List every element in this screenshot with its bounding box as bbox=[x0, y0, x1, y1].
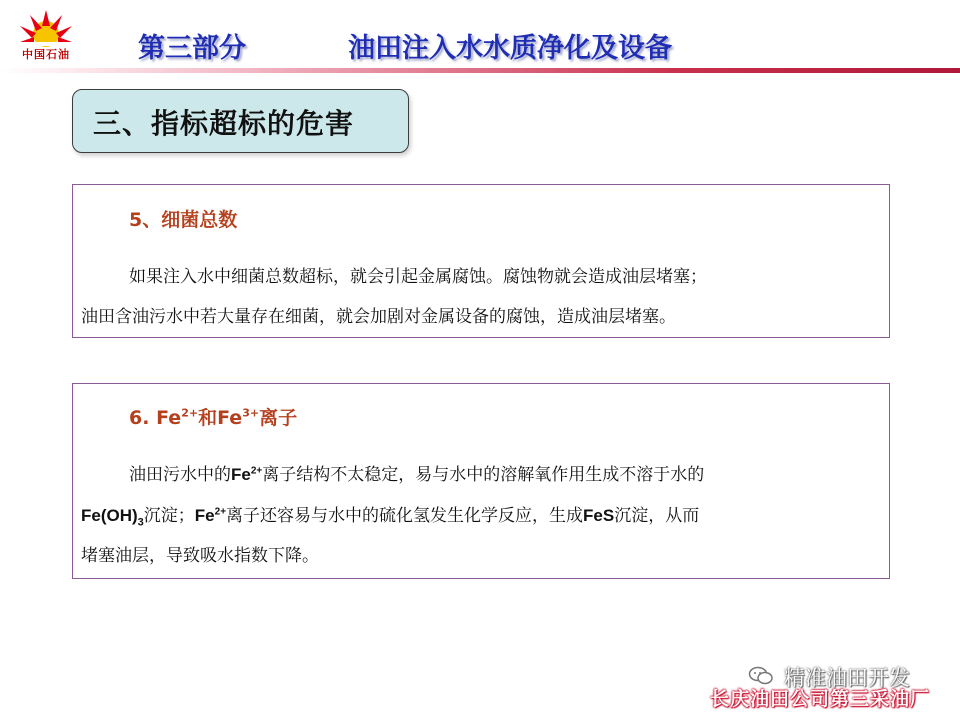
iron-text-line-2 bbox=[81, 501, 699, 528]
iron-ion-card bbox=[72, 383, 890, 579]
heading-fe2: Fe bbox=[156, 407, 182, 429]
line2-feoh-sub: 3 bbox=[137, 516, 144, 529]
line2-fe-charge: 2+ bbox=[214, 506, 227, 518]
heading-number: 6. bbox=[129, 407, 150, 429]
bacteria-text-line-2: 油田含油污水中若大量存在细菌，就会加剧对金属设备的腐蚀，造成油层堵塞。 bbox=[81, 307, 676, 327]
section-title: 三、指标超标的危害 bbox=[93, 107, 355, 140]
line2-feoh: Fe(OH) bbox=[81, 506, 138, 525]
line2-fe: Fe bbox=[194, 506, 215, 525]
bacteria-heading: 5、细菌总数 bbox=[129, 209, 238, 231]
page-title: 油田注入水水质净化及设备 bbox=[348, 33, 672, 64]
line1-text-b: 离子结构不太稳定，易与水中的溶解氧作用生成不溶于水的 bbox=[262, 465, 705, 485]
line1-fe: Fe bbox=[231, 465, 251, 484]
line2-text-b: 离子还容易与水中的硫化氢发生化学反应，生成 bbox=[226, 506, 584, 526]
iron-ion-heading bbox=[129, 403, 297, 430]
bacteria-text-line-1: 如果注入水中细菌总数超标，就会引起金属腐蚀。腐蚀物就会造成油层堵塞； bbox=[129, 267, 707, 287]
watermark-text: 精准油田开发 bbox=[784, 666, 910, 690]
line2-text-c: 沉淀，从而 bbox=[614, 506, 700, 526]
footer-text: 长庆油田公司第三采油厂 bbox=[710, 688, 931, 710]
heading-fe3: Fe bbox=[217, 407, 243, 429]
heading-and: 和 bbox=[198, 407, 218, 429]
heading-ion: 离子 bbox=[259, 407, 298, 429]
heading-fe3-charge: 3+ bbox=[242, 406, 260, 420]
line1-fe-charge: 2+ bbox=[250, 465, 263, 477]
section-title-box bbox=[72, 89, 409, 153]
part-label: 第三部分 bbox=[138, 33, 246, 64]
bacteria-card bbox=[72, 184, 890, 338]
header-divider bbox=[0, 68, 960, 73]
line2-text-a: 沉淀； bbox=[143, 506, 195, 526]
iron-text-line-3: 堵塞油层，导致吸水指数下降。 bbox=[81, 546, 319, 566]
line1-text-a: 油田污水中的 bbox=[129, 465, 231, 485]
heading-fe2-charge: 2+ bbox=[181, 406, 199, 420]
iron-text-line-1 bbox=[129, 460, 704, 485]
line2-fes: FeS bbox=[583, 506, 615, 525]
logo-text: 中国石油 bbox=[22, 48, 70, 61]
wechat-icon bbox=[748, 666, 774, 686]
